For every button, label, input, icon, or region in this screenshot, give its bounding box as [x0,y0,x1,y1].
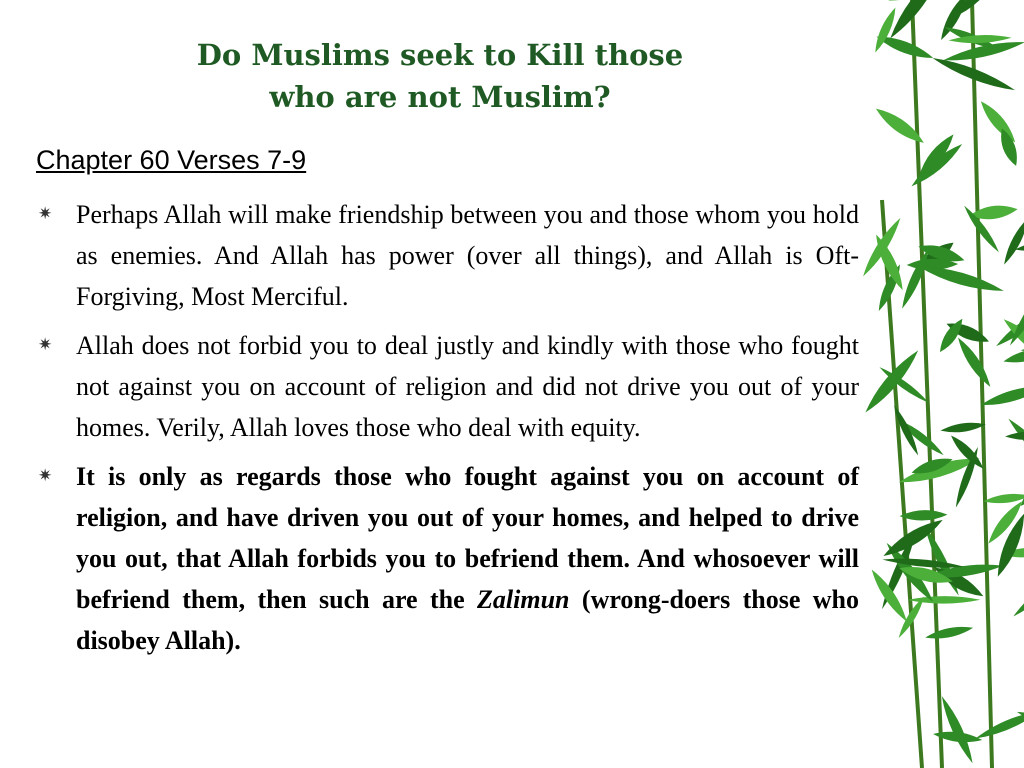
verse-item [36,325,859,448]
verse-emphasis: Zalimun [477,585,570,614]
bullet-star-icon: ✷ [38,466,53,486]
title-line-1: Do Muslims seek to Kill those [196,38,684,72]
bamboo-leaf [885,0,947,42]
bamboo-leaf [976,98,1019,147]
bamboo-leaf [1004,415,1024,487]
chapter-heading: Chapter 60 Verses 7-9 [36,145,307,175]
bamboo-leaf [940,420,987,435]
slide-title [160,34,720,118]
bullet-star-icon: ✷ [38,204,53,224]
verse-item [36,456,859,661]
bamboo-leaf [974,707,1024,743]
bamboo-leaf [983,492,1024,506]
bamboo-leaf [1000,216,1024,266]
bamboo-stem [912,0,942,768]
verse-text-before: It is only as regards those who fought against you on account of religion, and have driven you out of your homes, and helped to drive you out, that Allah forbids you to befriend them. And whosoever will befriend them, then such are the [76,462,859,614]
bamboo-leaf [867,567,911,625]
bamboo-leaf [1002,344,1024,367]
verse-text-after: (wrong-doers those who disobey Allah). [76,585,859,655]
bamboo-leaf [1011,574,1024,619]
verse-text: Perhaps Allah will make friendship between you and those whom you hold as enemies. And Allah has power (over all things), and Allah is Oft-Forgiving, Most Merciful. [76,200,859,311]
verse-item [36,194,859,317]
title-line-2: who are not Muslim? [269,80,611,114]
verse-list [36,194,859,669]
bamboo-leaves-decoration [852,0,1024,768]
bamboo-leaf [979,381,1024,410]
verse-text: Allah does not forbid you to deal justly and kindly with those who fought not against you on account of religion and did not drive you out of your homes. Verily, Allah loves those who deal with equity. [76,331,859,442]
bamboo-leaf [924,623,974,642]
bullet-star-icon: ✷ [38,335,53,355]
bamboo-leaf [954,335,995,390]
bamboo-leaf [872,104,927,148]
bamboo-leaf [899,509,947,521]
bamboo-leaf [1005,431,1024,441]
